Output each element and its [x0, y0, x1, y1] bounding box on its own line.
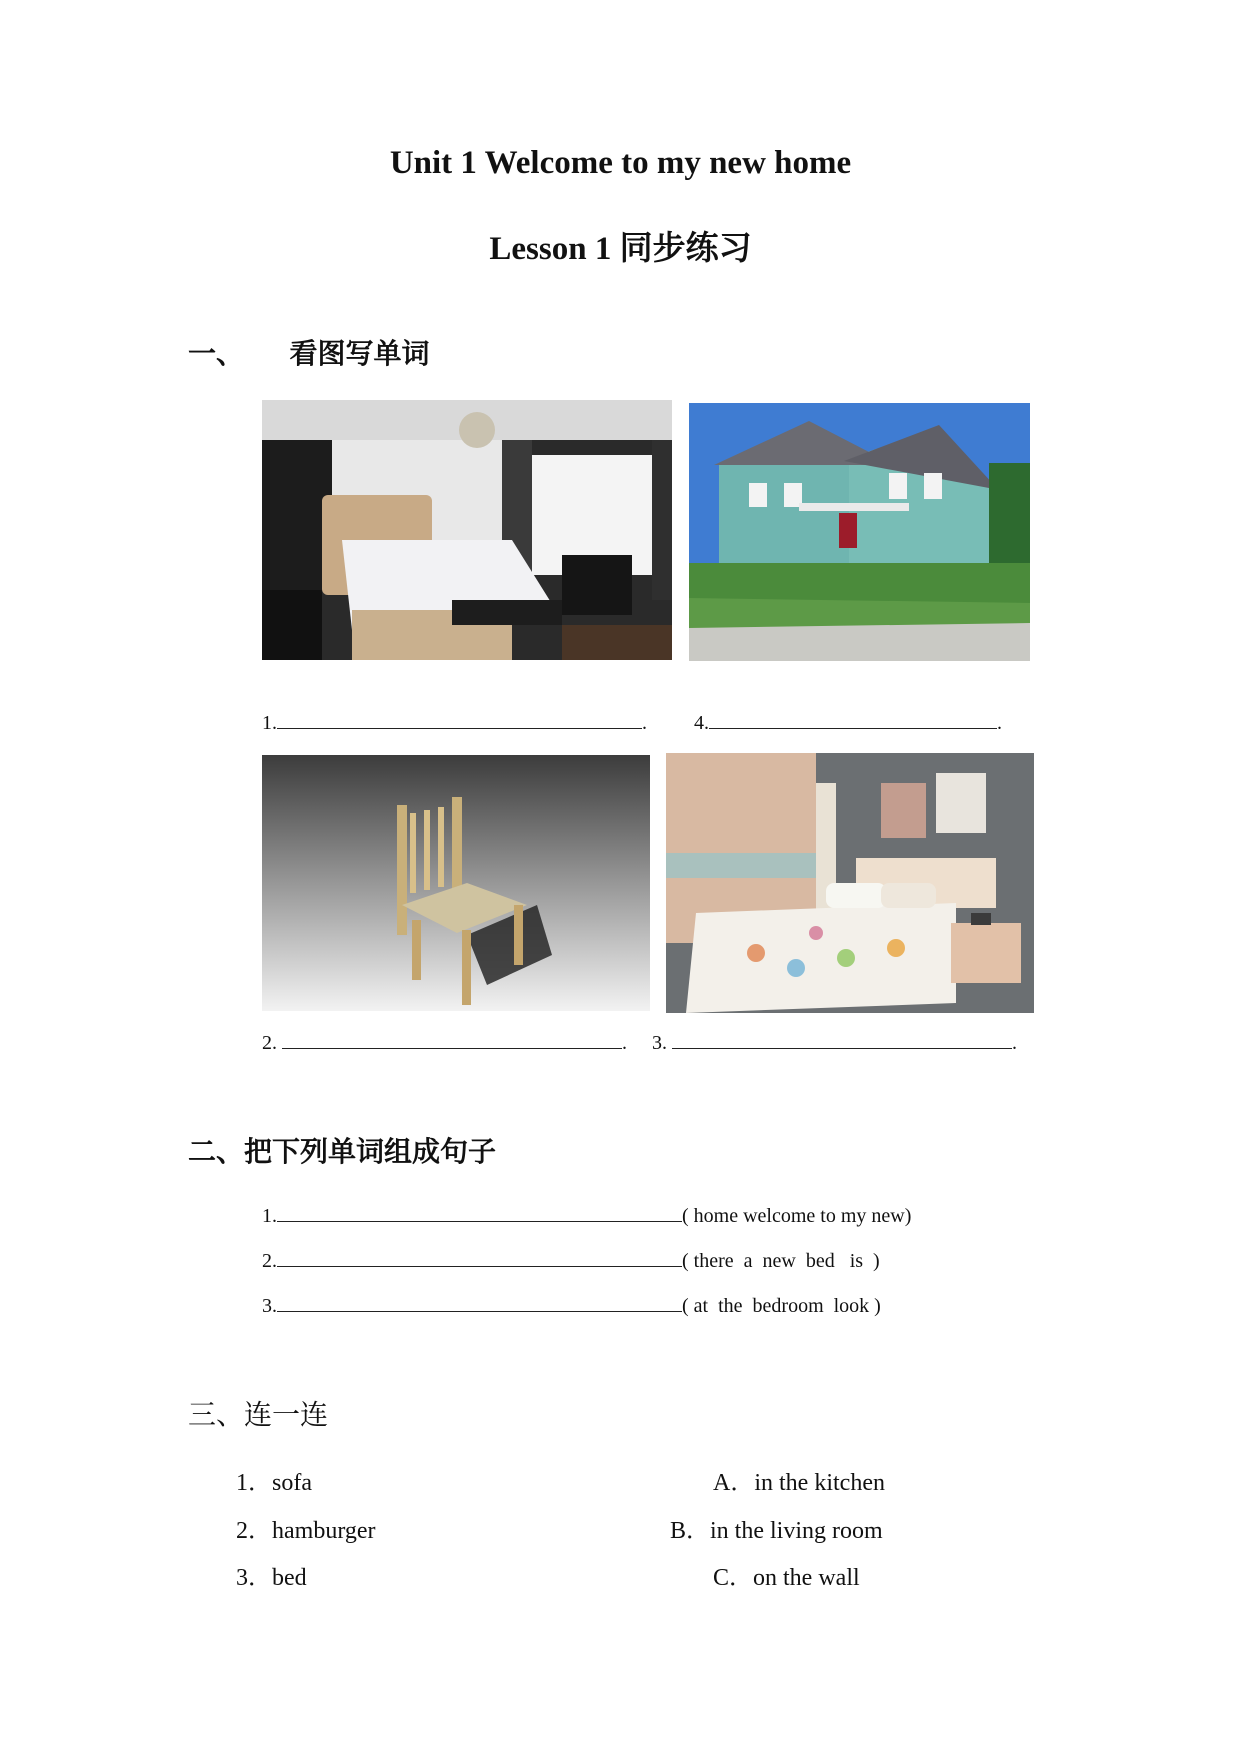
sentence-blank-2[interactable] [277, 1248, 682, 1267]
modern-bedroom-photo [666, 753, 1034, 1013]
answer-blank-2[interactable] [282, 1030, 622, 1049]
chair-image [262, 755, 650, 1011]
answer-blank-3[interactable] [672, 1030, 1012, 1049]
section1-heading-text: 看图写单词 [289, 337, 430, 370]
picture-word-3-num: 3. [652, 1032, 667, 1054]
picture-word-4: 4. . [694, 712, 1002, 734]
bedroom-photo [262, 400, 672, 660]
picture-word-1-num: 1. [262, 712, 277, 734]
sentence-hint-2: ( there a new bed is ) [682, 1250, 880, 1272]
answer-blank-1[interactable] [277, 710, 642, 729]
picture-word-2-num: 2. [262, 1032, 277, 1054]
sentence-blank-3[interactable] [277, 1293, 682, 1312]
picture-word-1: 1. . [262, 712, 647, 734]
sentence-hint-3: ( at the bedroom look ) [682, 1295, 881, 1317]
house-photo [689, 403, 1030, 661]
answer-blank-4[interactable] [709, 710, 997, 729]
picture-word-2: 2. . [262, 1032, 627, 1054]
sentence-blank-1[interactable] [277, 1203, 682, 1222]
page-subtitle: Lesson 1 同步练习 [489, 231, 752, 267]
match-right-b[interactable]: B．in the living room [670, 1518, 883, 1544]
match-left-1[interactable]: 1．sofa [236, 1470, 312, 1496]
section1-heading [188, 332, 430, 372]
sentence-item-2: 2. ( there a new bed is ) [262, 1250, 880, 1272]
match-right-c[interactable]: C．on the wall [713, 1565, 860, 1591]
sentence-item-3: 3. ( at the bedroom look ) [262, 1295, 881, 1317]
sentence-item-1: 1. ( home welcome to my new) [262, 1205, 912, 1227]
match-left-2[interactable]: 2．hamburger [236, 1518, 376, 1544]
section2-heading: 二、把下列单词组成句子 [188, 1135, 497, 1168]
page-title: Unit 1 Welcome to my new home [389, 145, 852, 181]
section3-heading: 三、连一连 [188, 1398, 329, 1431]
match-right-a[interactable]: A．in the kitchen [713, 1470, 885, 1496]
picture-word-4-num: 4. [694, 712, 709, 734]
match-left-3[interactable]: 3．bed [236, 1565, 307, 1591]
picture-word-3: 3. . [652, 1032, 1017, 1054]
section1-heading-num: 一、 [188, 337, 245, 370]
sentence-hint-1: ( home welcome to my new) [682, 1205, 912, 1227]
